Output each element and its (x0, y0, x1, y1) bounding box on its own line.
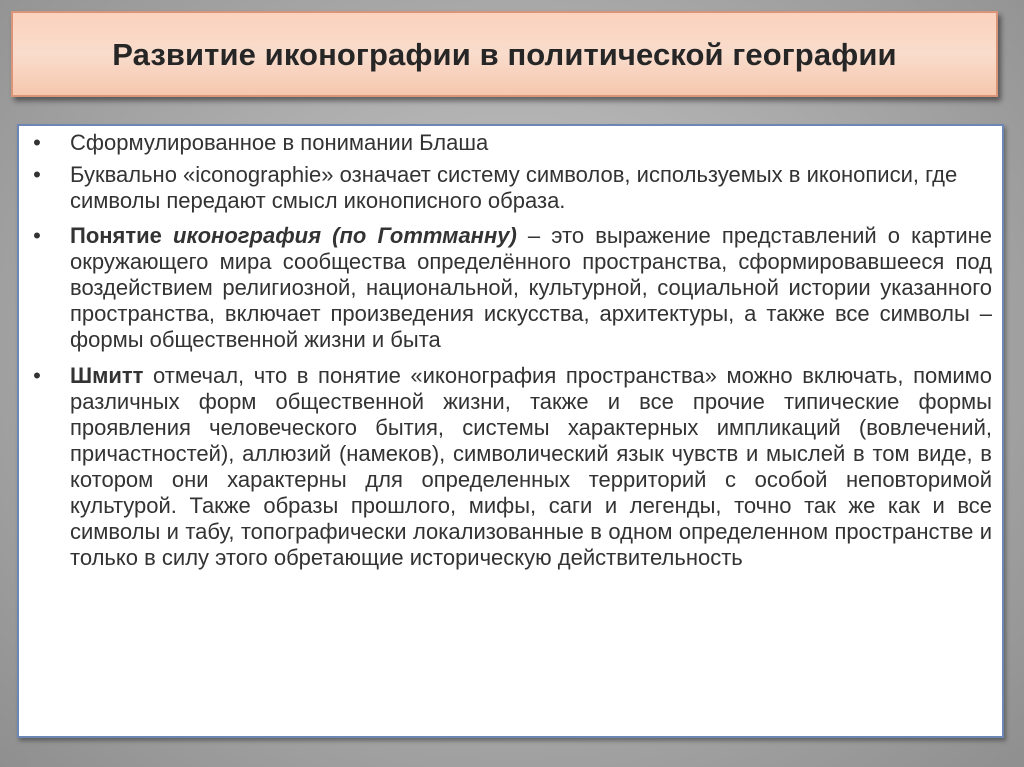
bullet-icon: • (33, 363, 41, 388)
slide-title: Развитие иконографии в политической географии (112, 37, 897, 72)
bullet-term: иконография (по Готтманну) (173, 223, 517, 248)
bullet-author: Шмитт (70, 363, 144, 388)
bullet-text: Буквально «iconographie» означает систему символов, используемых в иконописи, где символы передают смысл иконописного образа. (70, 162, 958, 213)
bullet-icon: • (33, 162, 41, 187)
bullet-list (19, 130, 1002, 578)
bullet-text: – это выражение представлений о картине окружающего мира сообщества определённого пространства, сформировавшееся под воздействием религиозной, национальной, культурной, социальной истории указанного пространства, включает произведения искусства, архитектуры, а также все символы – формы общественной жизни и быта (70, 223, 992, 352)
slide-title-box (11, 11, 998, 97)
content-box (17, 124, 1004, 738)
bullet-item (19, 162, 1002, 214)
bullet-text: Сформулированное в понимании Блаша (70, 130, 489, 155)
bullet-text: отмечал, что в понятие «иконография пространства» можно включать, помимо различных форм общественной жизни, также и все прочие типические формы проявления человеческого бытия, системы характерных импликаций (вовлечений, причастностей), аллюзий (намеков), символический язык чувств и мыслей в том виде, в котором они характерны для определенных территорий с особой неповторимой культурой. Также образы прошлого, мифы, саги и легенды, точно так же как и все символы и табу, топографически локализованные в одном определенном пространстве и только в силу этого обретающие историческую действительность (70, 363, 992, 570)
bullet-item (19, 363, 1002, 571)
bullet-term-label: Понятие (70, 223, 174, 248)
bullet-icon: • (33, 130, 41, 155)
bullet-item (19, 223, 1002, 353)
bullet-item (19, 130, 1002, 156)
bullet-icon: • (33, 223, 41, 248)
